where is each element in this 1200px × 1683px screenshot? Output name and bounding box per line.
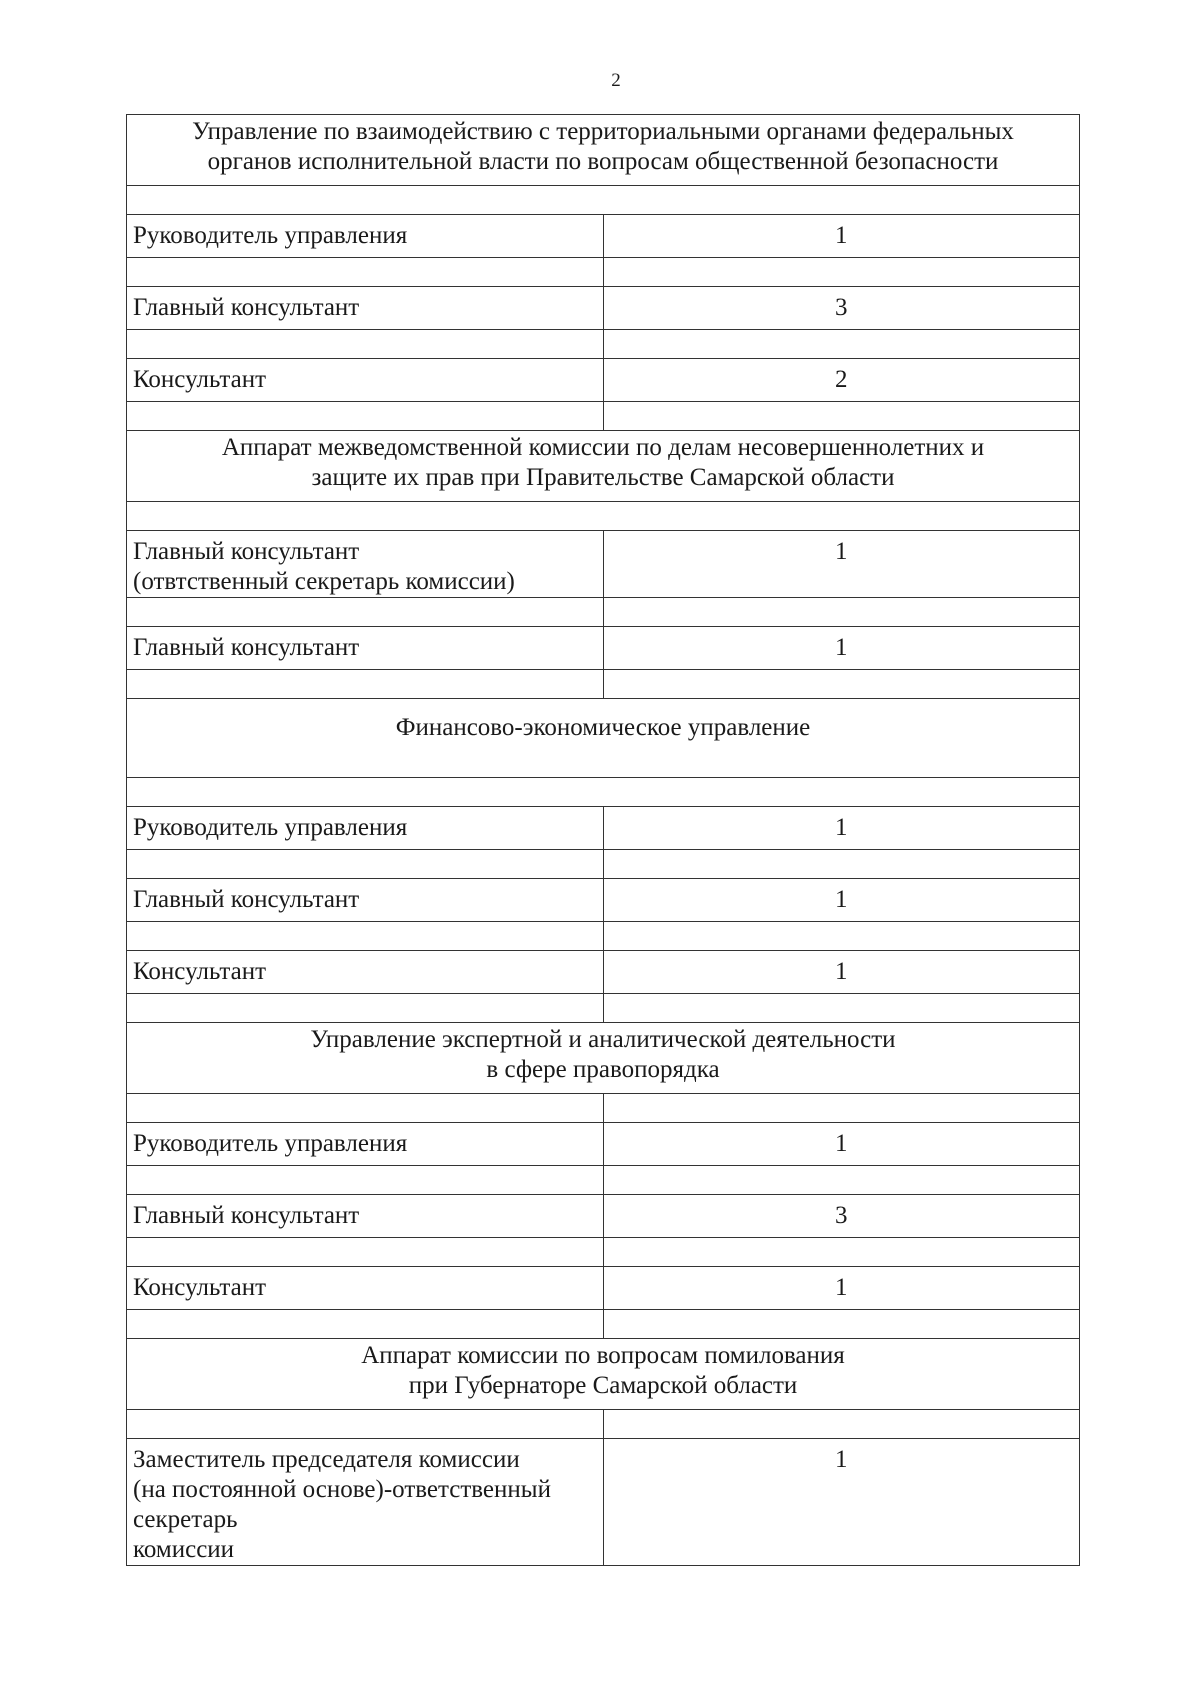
table-row [127,1267,1080,1310]
section-heading-line: защите их прав при Правительстве Самарской области [311,464,895,491]
position-cell [127,951,604,994]
table-spacer [603,330,1080,359]
table-spacer [603,670,1080,699]
table-spacer [127,402,604,431]
table-spacer [127,502,1080,531]
table-row [127,807,1080,850]
table-spacer [127,1166,604,1195]
table-spacer [127,598,604,627]
page-number: 2 [611,70,621,91]
position-cell [127,359,604,402]
count-cell: 1 [603,807,1080,850]
table-spacer [127,258,604,287]
table-row [127,627,1080,670]
table-spacer [127,1310,604,1339]
table-spacer [127,1238,604,1267]
section-heading-line: в сфере правопорядка [486,1056,720,1083]
table-row [127,1123,1080,1166]
table-row [127,359,1080,402]
count-cell: 1 [603,627,1080,670]
section-heading [127,431,1080,502]
count-cell: 1 [603,1439,1080,1566]
count-cell: 1 [603,531,1080,598]
section-heading-row [127,431,1080,502]
table-row [127,287,1080,330]
section-heading-row [127,1339,1080,1410]
table-spacer [603,258,1080,287]
section-heading-line: Аппарат комиссии по вопросам помилования [361,1342,845,1369]
count-cell: 1 [603,1267,1080,1310]
position-cell [127,879,604,922]
position-label: Главный консультант [133,1202,360,1229]
position-label: Консультант [133,1274,267,1301]
section-heading-line: Управление по взаимодействию с территориальными органами федеральных [192,118,1014,145]
position-cell [127,1267,604,1310]
section-heading-line: Финансово-экономическое управление [395,714,811,741]
table-spacer [603,402,1080,431]
position-label: Главный консультант [133,886,360,913]
count-cell: 3 [603,1195,1080,1238]
section-heading [127,699,1080,778]
section-heading-line: органов исполнительной власти по вопросам общественной безопасности [207,148,999,175]
table-spacer [603,922,1080,951]
position-label: Заместитель председателя комиссии [133,1446,520,1473]
position-label: комиссии [133,1536,235,1563]
table-spacer [603,1310,1080,1339]
table-spacer [603,1238,1080,1267]
position-cell [127,215,604,258]
section-heading-line: Управление экспертной и аналитической деятельности [310,1026,896,1053]
table-row [127,879,1080,922]
table-spacer [603,1094,1080,1123]
table-spacer [603,994,1080,1023]
table-spacer [127,186,1080,215]
section-heading [127,1023,1080,1094]
position-label: Консультант [133,366,267,393]
table-spacer [127,778,1080,807]
table-spacer [127,330,604,359]
position-label: Руководитель управления [133,222,408,249]
table-spacer [127,850,604,879]
section-heading-row [127,115,1080,186]
position-label: Главный консультант [133,538,360,565]
table-row [127,531,1080,598]
section-heading-line: при Губернаторе Самарской области [408,1372,798,1399]
table-spacer [603,850,1080,879]
table-spacer [127,922,604,951]
position-label: Руководитель управления [133,1130,408,1157]
table-spacer [127,1094,604,1123]
section-heading-row [127,699,1080,778]
section-heading-line: Аппарат межведомственной комиссии по делам несовершеннолетних и [221,434,985,461]
section-heading [127,115,1080,186]
position-cell [127,531,604,598]
position-cell [127,1123,604,1166]
count-cell: 3 [603,287,1080,330]
table-row [127,1439,1080,1566]
position-label: Главный консультант [133,294,360,321]
position-cell [127,807,604,850]
table-spacer [127,994,604,1023]
table-spacer [603,598,1080,627]
count-cell: 2 [603,359,1080,402]
table-spacer [127,1410,604,1439]
count-cell: 1 [603,215,1080,258]
table-row [127,1195,1080,1238]
staffing-table [126,114,1080,1566]
section-heading-row [127,1023,1080,1094]
position-label: Консультант [133,958,267,985]
position-cell [127,287,604,330]
position-cell [127,627,604,670]
table-row [127,215,1080,258]
table-row [127,951,1080,994]
count-cell: 1 [603,951,1080,994]
position-label: (на постоянной основе)-ответственный секретарь [133,1476,551,1533]
position-cell [127,1439,604,1566]
section-heading [127,1339,1080,1410]
count-cell: 1 [603,1123,1080,1166]
position-label: (отвтственный секретарь комиссии) [133,568,515,595]
table-spacer [603,1166,1080,1195]
table-spacer [603,1410,1080,1439]
position-label: Главный консультант [133,634,360,661]
count-cell: 1 [603,879,1080,922]
table-spacer [127,670,604,699]
position-cell [127,1195,604,1238]
position-label: Руководитель управления [133,814,408,841]
